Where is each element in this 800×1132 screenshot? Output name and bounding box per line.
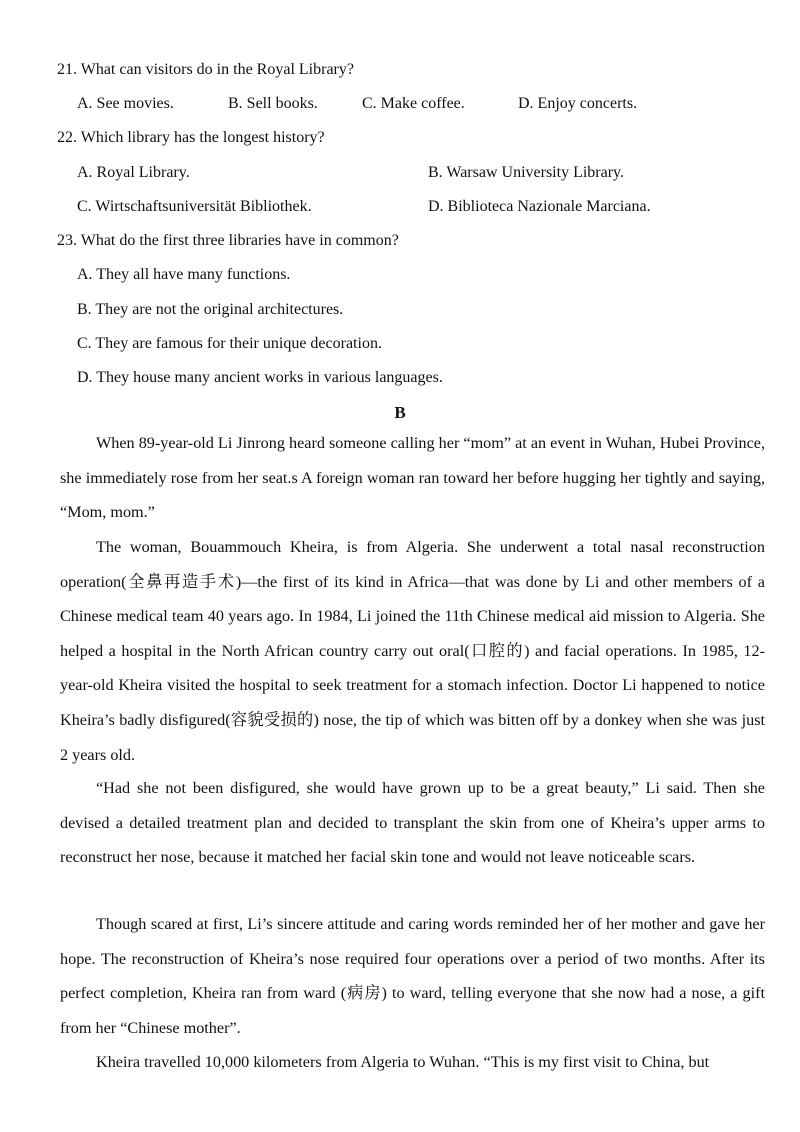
q21-option-c: C. Make coffee.: [362, 95, 465, 112]
q22-option-c: C. Wirtschaftsuniversität Bibliothek.: [77, 198, 312, 215]
q23-option-b: B. They are not the original architectures.: [77, 301, 344, 318]
passage-paragraph-3: “Had she not been disfigured, she would have grown up to be a great beauty,” Li said. Then she devised a detailed treatment plan and decided to transplant the skin from one of Kheira’s upper arms to reconstruct her nose, because it matched her facial skin tone and would not leave noticeable scars.: [60, 779, 765, 867]
passage-paragraph-4: Though scared at first, Li’s sincere attitude and caring words reminded her of her mother and gave her hope. The reconstruction of Kheira’s nose required four operations over a period of two months. After its perfect completion, Kheira ran from ward (病房) to ward, telling everyone that she now had a nose, a gift from her “Chinese mother”.: [60, 915, 765, 1037]
question-21-stem: 21. What can visitors do in the Royal Library?: [57, 61, 354, 78]
q22-option-b: B. Warsaw University Library.: [428, 164, 624, 181]
question-23-stem: 23. What do the first three libraries have in common?: [57, 232, 399, 249]
q23-option-c: C. They are famous for their unique decoration.: [77, 335, 382, 352]
q22-option-d: D. Biblioteca Nazionale Marciana.: [428, 198, 651, 215]
question-22-stem: 22. Which library has the longest history?: [57, 129, 325, 146]
passage-paragraph-1: When 89-year-old Li Jinrong heard someone calling her “mom” at an event in Wuhan, Hubei Province, she immediately rose from her seat.s A foreign woman ran toward her before hugging her tightly and saying, “Mom, mom.”: [60, 434, 765, 522]
passage-paragraph-2: The woman, Bouammouch Kheira, is from Algeria. She underwent a total nasal reconstruction operation(全鼻再造手术)—the first of its kind in Africa—that was done by Li and other members of a Chinese medical team 40 years ago. In 1984, Li joined the 11th Chinese medical aid mission to Algeria. She helped a hospital in the North African country carry out oral(口腔的) and facial operations. In 1985, 12-year-old Kheira visited the hospital to seek treatment for a stomach infection. Doctor Li happened to notice Kheira’s badly disfigured(容貌受损的) nose, the tip of which was bitten off by a donkey when she was just 2 years old.: [60, 538, 765, 764]
q23-option-d: D. They house many ancient works in various languages.: [77, 369, 443, 386]
q22-option-a: A. Royal Library.: [77, 164, 190, 181]
q23-option-a: A. They all have many functions.: [77, 266, 291, 283]
section-b-heading: B: [394, 403, 406, 422]
passage-paragraph-5: Kheira travelled 10,000 kilometers from Algeria to Wuhan. “This is my first visit to China, but: [96, 1053, 710, 1071]
q21-option-d: D. Enjoy concerts.: [518, 95, 638, 112]
q21-option-a: A. See movies.: [77, 95, 174, 112]
q21-option-b: B. Sell books.: [228, 95, 318, 112]
